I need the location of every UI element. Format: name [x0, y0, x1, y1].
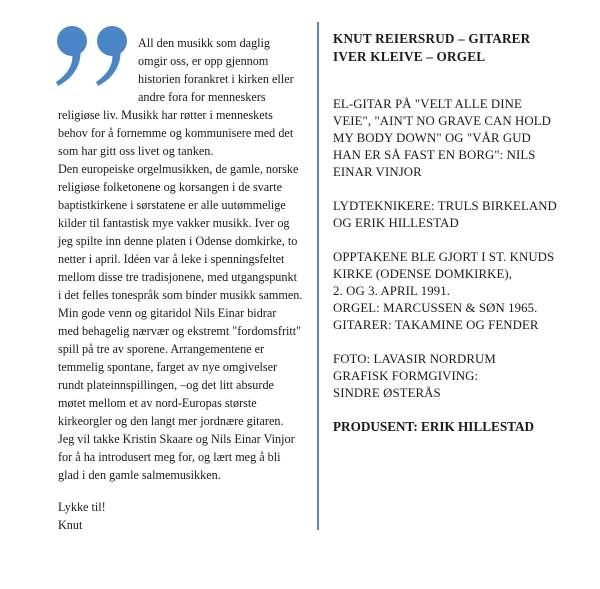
text-line: omgir oss, er opp gjennom	[138, 54, 269, 68]
performer-organ: IVER KLEIVE – ORGEL	[333, 49, 486, 64]
text-line: andre fora for menneskers	[138, 90, 266, 104]
credit-line: FOTO: LAVASIR NORDRUM	[333, 352, 496, 366]
text-line: Min gode venn og gitaridol Nils Einar bidrar	[58, 306, 277, 320]
credit-title	[333, 30, 595, 66]
guitar-credit	[333, 96, 595, 181]
photo-design-credit	[333, 351, 595, 402]
text-line: religiøse folketonene og korsangen i de svarte	[58, 180, 283, 194]
text-line: All den musikk som daglig	[138, 36, 271, 50]
text-line: glad i den gamle salmemusikken.	[58, 468, 221, 482]
credit-line: GITARER: TAKAMINE OG FENDER	[333, 318, 539, 332]
text-line: kilder til fantastisk mye vakker musikk. Iver og	[58, 216, 290, 230]
credit-line: LYDTEKNIKERE: TRULS BIRKELAND	[333, 199, 557, 213]
credit-line: 2. OG 3. APRIL 1991.	[333, 284, 451, 298]
text-line: historien forankret i kirken eller	[138, 72, 294, 86]
credit-line: ORGEL: MARCUSSEN & SØN 1965.	[333, 301, 538, 315]
engineer-credit	[333, 198, 595, 232]
credit-line: OG ERIK HILLESTAD	[333, 216, 459, 230]
credit-line: HAN ER SÅ FAST EN BORG": NILS	[333, 148, 536, 162]
column-divider	[317, 22, 319, 530]
text-line: rundt plateinnspillingen, –og det litt absurde	[58, 378, 274, 392]
text-line: med behagelig nærvær og ekstremt "fordomsfritt"	[58, 324, 302, 338]
performer-guitar: KNUT REIERSRUD – GITARER	[333, 31, 531, 46]
closing-text: Lykke til!	[58, 500, 106, 514]
text-line: Den europeiske orgelmusikken, de gamle, norske	[58, 162, 299, 176]
credit-line: KIRKE (ODENSE DOMKIRKE),	[333, 267, 513, 281]
text-line: kirkeorgler og den langt mer jordnære gitaren.	[58, 414, 284, 428]
credit-line: EL-GITAR PÅ "VELT ALLE DINE	[333, 97, 522, 111]
credit-line: OPPTAKENE BLE GJORT I ST. KNUDS	[333, 250, 555, 264]
sign-off	[58, 498, 316, 534]
credit-line: SINDRE ØSTERÅS	[333, 386, 441, 400]
producer-credit: PRODUSENT: ERIK HILLESTAD	[333, 419, 535, 434]
text-line: møtet mellom et av nord-Europas største	[58, 396, 257, 410]
text-line: netter i april. Idéen var å leke i spenningsfeltet	[58, 252, 285, 266]
text-line: jeg spilte inn denne platen i Odense domkirke, to	[58, 234, 298, 248]
credit-line: GRAFISK FORMGIVING:	[333, 369, 479, 383]
text-line: spill på tre av sporene. Arrangementene er	[58, 342, 265, 356]
text-line: som har gitt oss livet og tanken.	[58, 144, 214, 158]
text-line: for å ha introdusert meg for, og lært meg å bli	[58, 450, 281, 464]
text-line: religiøse liv. Musikk har røtter i menneskets	[58, 108, 273, 122]
text-line: i det felles tonespråk som binder musikk sammen.	[58, 288, 303, 302]
recording-credit	[333, 249, 595, 334]
text-line: mellom disse tre tradisjonene, med utgangspunkt	[58, 270, 297, 284]
text-line: temmelig spontane, farget av nye omgivelser	[58, 360, 278, 374]
credit-line: EINAR VINJOR	[333, 165, 422, 179]
text-line: behov for å fornemme og kommunisere med det	[58, 126, 294, 140]
signature: Knut	[58, 518, 83, 532]
credit-line: MY BODY DOWN" OG "VÅR GUD	[333, 131, 531, 145]
album-credits	[333, 30, 595, 435]
text-line: baptistkirkene i sørstatene er alle uutømmelige	[58, 198, 286, 212]
text-line: Jeg vil takke Kristin Skaare og Nils Einar Vinjor	[58, 432, 295, 446]
credit-line: VEIE", "AIN'T NO GRAVE CAN HOLD	[333, 114, 551, 128]
liner-notes-text	[58, 34, 316, 534]
intro-paragraph	[58, 34, 316, 484]
